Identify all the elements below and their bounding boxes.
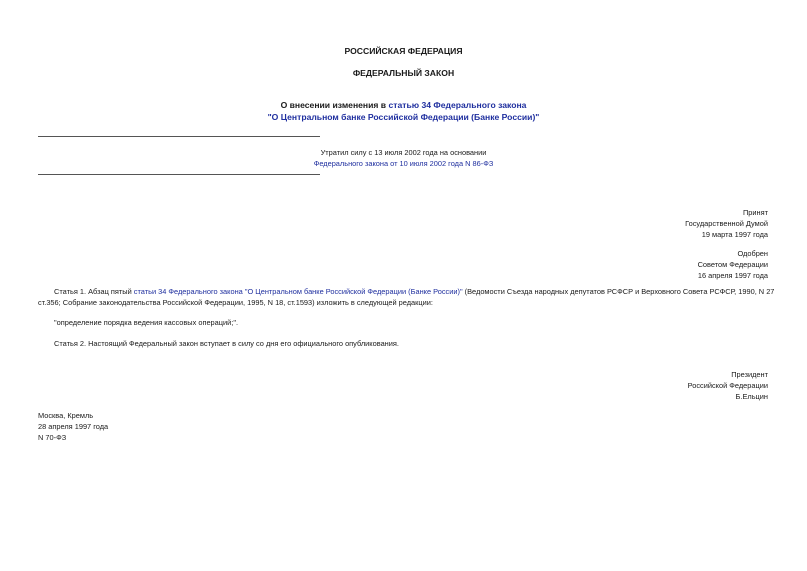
footer-place: Москва, Кремль — [38, 411, 94, 420]
accepted-by: Государственной Думой — [685, 219, 768, 228]
article1-law-link[interactable]: статьи 34 Федерального закона "О Центральном банке Российской Федерации (Банке России)" — [133, 287, 463, 296]
signature-name: Б.Ельцин — [735, 392, 768, 401]
document-title-line2-link[interactable]: "О Центральном банке Российской Федерации (Банке России)" — [267, 112, 540, 122]
document-title-line1 — [0, 99, 807, 111]
divider-bottom — [38, 174, 320, 175]
footer-date: 28 апреля 1997 года — [38, 422, 109, 431]
article1-source: (Ведомости Съезда народных депутатов РСФСР и Верховного Совета РСФСР, 1990, N 27 — [462, 287, 774, 296]
country-heading: РОССИЙСКАЯ ФЕДЕРАЦИЯ — [344, 46, 463, 56]
article1-quote: "определение порядка ведения кассовых операций;". — [54, 318, 239, 327]
article1-line2: ст.356; Собрание законодательства Российской Федерации, 1995, N 18, ст.1593) изложить в следующей редакции: — [38, 298, 433, 307]
title-article-link[interactable]: статью 34 Федерального закона — [388, 100, 527, 110]
article1-line1 — [54, 286, 774, 297]
article2: Статья 2. Настоящий Федеральный закон вступает в силу со дня его официального опубликования. — [54, 339, 399, 348]
divider-top — [38, 136, 320, 137]
approved-label: Одобрен — [737, 249, 768, 258]
signature-country: Российской Федерации — [687, 381, 768, 390]
title-prefix: О внесении изменения в — [280, 100, 389, 110]
document-type-heading: ФЕДЕРАЛЬНЫЙ ЗАКОН — [352, 68, 455, 78]
status-line1: Утратил силу с 13 июля 2002 года на основании — [320, 148, 487, 157]
approved-by: Советом Федерации — [697, 260, 768, 269]
footer-law-number: N 70-ФЗ — [38, 433, 67, 442]
signature-role: Президент — [731, 370, 768, 379]
article1-prefix: Статья 1. Абзац пятый — [54, 287, 134, 296]
accepted-label: Принят — [742, 208, 768, 217]
approved-date: 16 апреля 1997 года — [697, 271, 768, 280]
status-repeal-link[interactable]: Федерального закона от 10 июля 2002 года N 86-ФЗ — [313, 159, 494, 168]
accepted-date: 19 марта 1997 года — [701, 230, 768, 239]
